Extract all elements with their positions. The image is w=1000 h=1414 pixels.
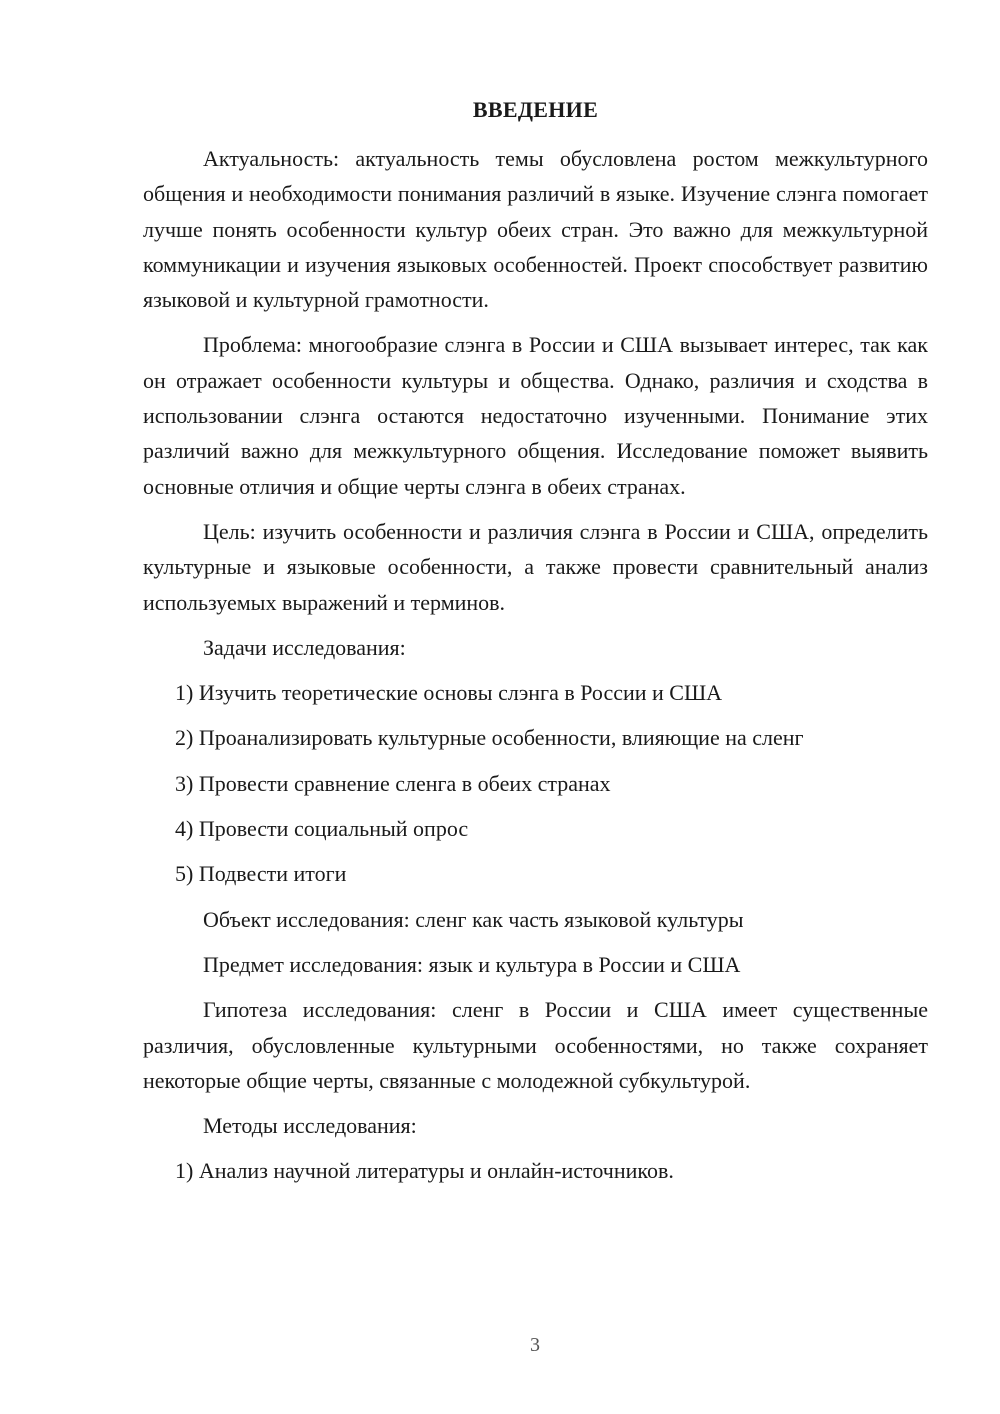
document-page xyxy=(143,92,928,1189)
goal-paragraph: Цель: изучить особенности и различия слэнга в России и США, определить культурные и языковые особенности, а также провести сравнительный анализ используемых выражений и терминов. xyxy=(143,518,928,615)
task-item-4: 4) Провести социальный опрос xyxy=(175,816,469,842)
subject-line: Предмет исследования: язык и культура в России и США xyxy=(203,951,741,977)
object-line: Объект исследования: сленг как часть языковой культуры xyxy=(203,906,744,932)
relevance-paragraph: Актуальность: актуальность темы обусловлена ростом межкультурного общения и необходимости понимания различий в языке. Изучение слэнга помогает лучше понять особенности культур обеих стран. Это важно для межкультурной коммуникации и изучения языковых особенностей. Проект способствует развитию языковой и культурной грамотности. xyxy=(143,146,928,313)
task-item-2: 2) Проанализировать культурные особенности, влияющие на сленг xyxy=(175,725,804,751)
method-item-1: 1) Анализ научной литературы и онлайн-источников. xyxy=(175,1158,674,1184)
problem-paragraph: Проблема: многообразие слэнга в России и США вызывает интерес, так как он отражает особенности культуры и общества. Однако, различия и сходства в использовании слэнга остаются недостаточно изученными. Понимание этих различий важно для межкультурного общения. Исследование поможет выявить основные отличия и общие черты слэнга в обеих странах. xyxy=(143,332,928,499)
section-heading: ВВЕДЕНИЕ xyxy=(472,97,599,122)
page-number: 3 xyxy=(530,1334,540,1356)
task-item-1: 1) Изучить теоретические основы слэнга в России и США xyxy=(175,680,723,706)
task-item-3: 3) Провести сравнение сленга в обеих странах xyxy=(175,770,611,796)
hypothesis-paragraph: Гипотеза исследования: сленг в России и США имеет существенные различия, обусловленные культурными особенностями, но также сохраняет некоторые общие черты, связанные с молодежной субкультурой. xyxy=(143,997,928,1093)
task-item-5: 5) Подвести итоги xyxy=(175,861,347,887)
methods-title: Методы исследования: xyxy=(203,1113,417,1139)
tasks-title: Задачи исследования: xyxy=(203,634,406,660)
